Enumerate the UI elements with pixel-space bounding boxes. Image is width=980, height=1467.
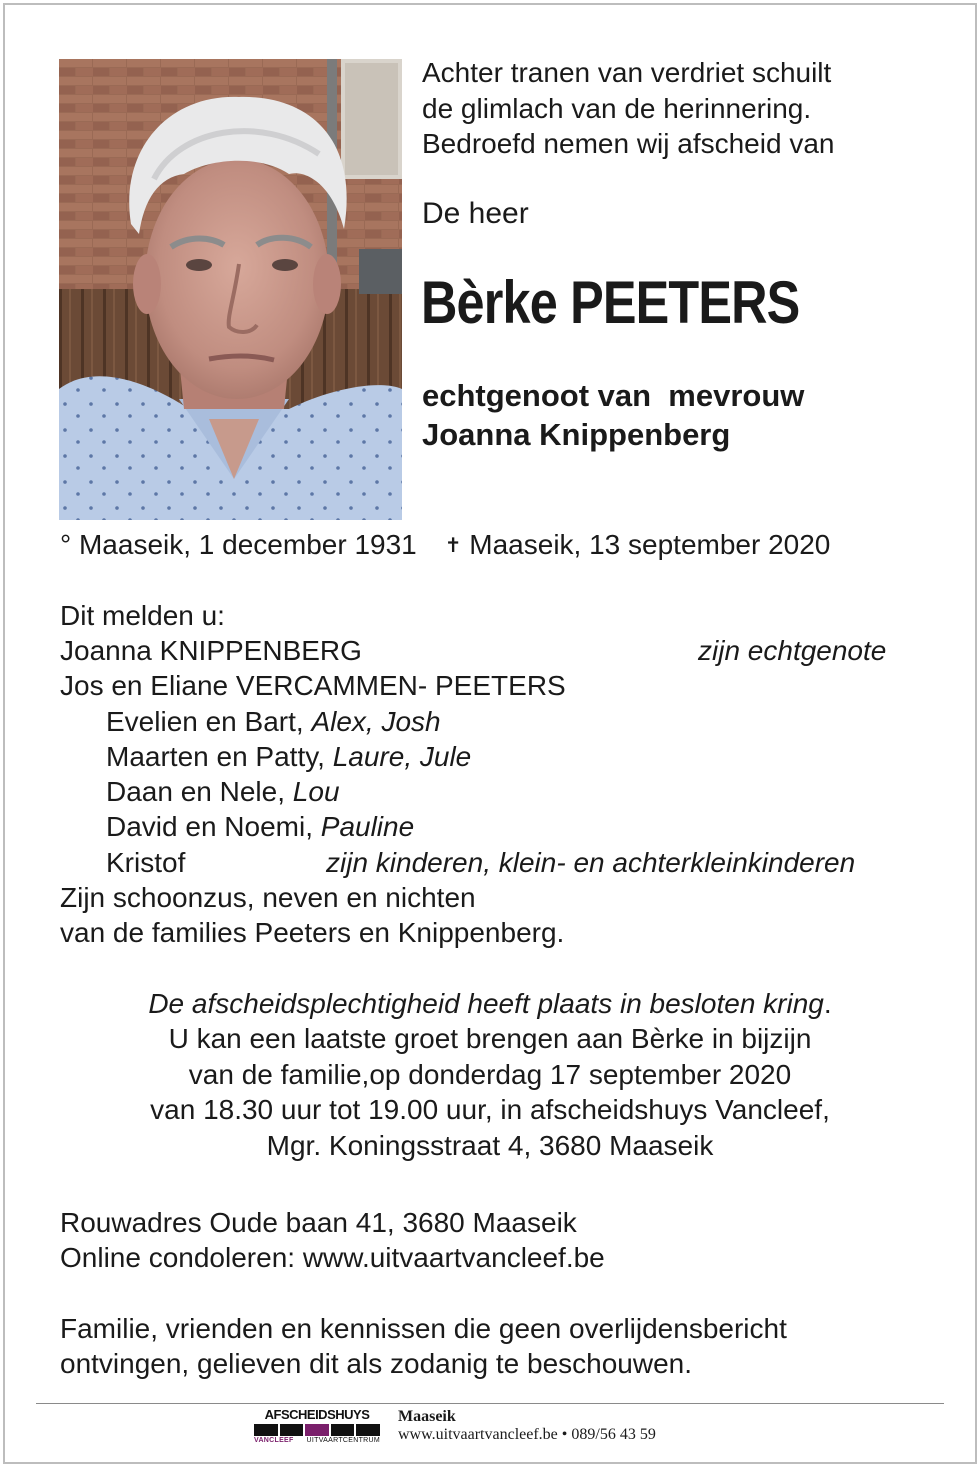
intro-verse [422,55,834,162]
logo-bar-segment [305,1424,329,1436]
grandchild-row: Maarten en Patty, Laure, Jule [106,741,472,772]
footer-contact[interactable]: www.uitvaartvancleef.be • 089/56 43 59 [398,1426,656,1443]
footer-city: Maaseik [398,1408,456,1425]
logo-bar-segment [254,1424,278,1436]
ceremony-line: van 18.30 uur tot 19.00 uur, in afscheidshuys Vancleef, [150,1094,830,1125]
mourning-address: Rouwadres Oude baan 41, 3680 Maaseik [60,1207,577,1238]
last-grandchild: Kristof [106,847,186,878]
logo-bar-segment [356,1424,380,1436]
intro-line: Achter tranen van verdriet schuilt [422,57,832,88]
intro-line: de glimlach van de herinnering. [422,92,812,124]
relatives-line: van de families Peeters en Knippenberg. [60,917,565,948]
notice-line: Familie, vrienden en kennissen die geen overlijdensbericht [60,1313,787,1344]
cross-icon: ✝ [444,535,462,557]
relatives-line: Zijn schoonzus, neven en nichten [60,882,476,913]
birth-date: ° Maaseik, 1 december 1931 [60,529,417,560]
ceremony-line: De afscheidsplechtigheid heeft plaats in besloten kring. [148,988,832,1019]
grandchild-row: David en Noemi, Pauline [106,811,415,842]
ceremony-line: U kan een laatste groet brengen aan Bèrke in bijzijn [168,1023,812,1054]
logo-subtitle: VANCLEEF UITVAARTCENTRUM [254,1437,380,1444]
funeral-home-logo [254,1407,380,1445]
online-condolence: Online condoleren: www.uitvaartvancleef.be [60,1242,605,1273]
logo-bar-segment [280,1424,304,1436]
deceased-title: De heer [422,197,529,230]
grandchild-row: Evelien en Bart, Alex, Josh [106,706,441,737]
logo-color-bar [254,1424,380,1436]
portrait-photo [59,59,402,520]
ceremony-line: Mgr. Koningsstraat 4, 3680 Maaseik [266,1130,714,1161]
children-name: Jos en Eliane VERCAMMEN- PEETERS [60,670,566,701]
logo-bar-segment [331,1424,355,1436]
wife-name: Joanna KNIPPENBERG [60,635,362,666]
wife-role: zijn echtgenote [698,635,887,666]
ceremony-line: van de familie,op donderdag 17 september 2020 [188,1059,792,1090]
spouse-info [422,376,804,454]
announcement-heading: Dit melden u: [60,600,225,631]
death-date: Maaseik, 13 september 2020 [469,529,831,560]
intro-line: Bedroefd nemen wij afscheid van [422,128,835,159]
grandchild-row: Daan en Nele, Lou [106,776,340,807]
spouse-line: Joanna Knippenberg [422,417,731,452]
descendants-role: zijn kinderen, klein- en achterkleinkinderen [326,847,856,878]
footer-divider [36,1403,944,1404]
deceased-name: Bèrke PEETERS [421,269,800,336]
life-dates [60,529,830,561]
spouse-line: echtgenoot van mevrouw [422,378,805,413]
notice-line: ontvingen, gelieven dit als zodanig te beschouwen. [60,1348,692,1379]
logo-title: AFSCHEIDSHUYS [264,1407,370,1422]
